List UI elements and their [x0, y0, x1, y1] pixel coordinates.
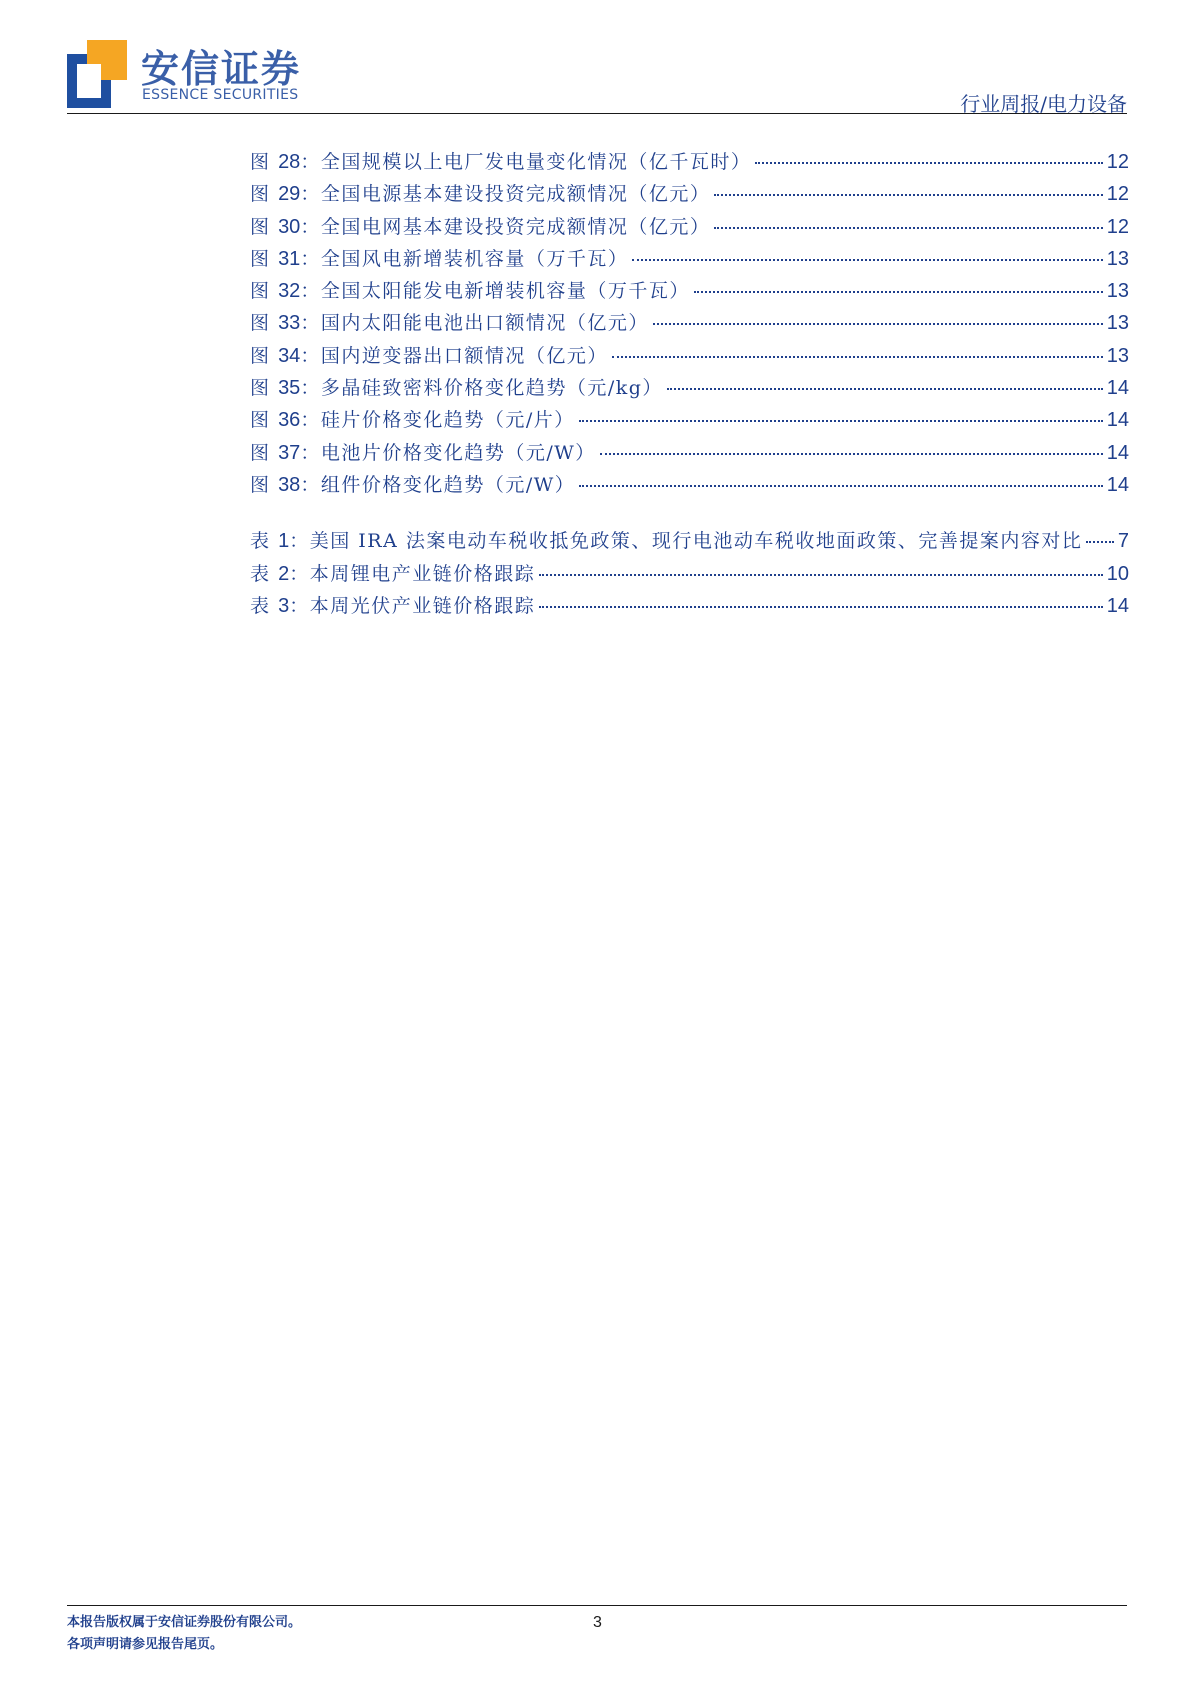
toc-entry-number: 36 [278, 409, 301, 432]
toc-entry-colon: ： [300, 280, 321, 303]
toc-entry-title: 国内逆变器出口额情况（亿元） [320, 344, 608, 367]
toc-dot-leader [632, 259, 1102, 261]
toc-entry-page: 13 [1106, 312, 1129, 335]
toc-entry[interactable] [250, 179, 1129, 211]
toc-entry-colon: ： [300, 183, 321, 206]
toc-entry-number: 38 [278, 473, 301, 496]
toc-dot-leader [755, 162, 1102, 164]
toc-entry-number: 1 [278, 530, 290, 553]
copyright-text: 本报告版权属于安信证券股份有限公司。 [67, 1615, 302, 1630]
toc-dot-leader [694, 291, 1103, 293]
toc-entry-prefix: 图 [250, 409, 271, 432]
table-of-contents [250, 147, 1129, 623]
toc-entry-page: 13 [1106, 247, 1129, 270]
toc-entry-number: 29 [278, 183, 301, 206]
toc-entry-prefix: 表 [250, 530, 271, 553]
toc-entry-label [250, 373, 663, 400]
toc-entry-prefix: 图 [250, 247, 271, 270]
toc-entry-prefix: 图 [250, 215, 271, 238]
toc-entry-page: 14 [1106, 377, 1129, 400]
toc-entry-page: 14 [1106, 441, 1129, 464]
toc-entry-prefix: 图 [250, 344, 271, 367]
toc-entry-number: 3 [278, 594, 290, 617]
toc-entry[interactable] [250, 559, 1129, 591]
toc-entry-title: 全国电网基本建设投资完成额情况（亿元） [320, 215, 711, 238]
toc-entry-colon: ： [289, 562, 310, 585]
toc-dot-leader [539, 606, 1103, 608]
toc-entry-label [250, 470, 575, 497]
toc-entry-page: 12 [1106, 183, 1129, 206]
table-list [250, 526, 1129, 623]
toc-entry-colon: ： [300, 473, 321, 496]
toc-entry-title: 全国风电新增装机容量（万千瓦） [320, 247, 629, 270]
toc-entry-colon: ： [300, 215, 321, 238]
toc-entry[interactable] [250, 308, 1129, 340]
toc-entry-number: 33 [278, 312, 301, 335]
toc-dot-leader [1086, 541, 1114, 543]
toc-entry-page: 13 [1106, 344, 1129, 367]
toc-entry-prefix: 表 [250, 594, 271, 617]
toc-entry-page: 14 [1106, 594, 1129, 617]
toc-entry-prefix: 图 [250, 280, 271, 303]
toc-entry[interactable] [250, 526, 1129, 558]
toc-entry-label [250, 276, 690, 303]
disclaimer-text: 各项声明请参见报告尾页。 [67, 1637, 224, 1652]
toc-entry-label [250, 308, 649, 335]
toc-dot-leader [579, 420, 1103, 422]
essence-logo-icon [67, 40, 127, 108]
toc-entry-colon: ： [300, 247, 321, 270]
toc-entry-label [250, 438, 596, 465]
toc-entry-page: 13 [1106, 280, 1129, 303]
toc-entry-number: 28 [278, 151, 301, 173]
toc-entry[interactable] [250, 147, 1129, 179]
toc-dot-leader [714, 194, 1102, 196]
toc-entry-number: 32 [278, 280, 301, 303]
toc-entry-label [250, 591, 535, 618]
toc-dot-leader [600, 453, 1103, 455]
toc-entry-title: 全国规模以上电厂发电量变化情况（亿千瓦时） [320, 151, 752, 173]
toc-dot-leader [667, 388, 1103, 390]
toc-entry-title: 本周光伏产业链价格跟踪 [309, 594, 536, 617]
page-header [0, 0, 1189, 115]
toc-entry-label [250, 147, 751, 174]
toc-entry-page: 14 [1106, 409, 1129, 432]
toc-dot-leader [579, 485, 1102, 487]
page-number: 3 [593, 1614, 602, 1631]
logo-english-name: ESSENCE SECURITIES [142, 87, 299, 103]
toc-dot-leader [714, 227, 1102, 229]
logo-chinese-name: 安信证券 [141, 47, 302, 91]
toc-entry-label [250, 179, 710, 206]
toc-entry-label [250, 559, 535, 586]
toc-entry-colon: ： [300, 151, 321, 173]
toc-entry-prefix: 图 [250, 151, 271, 173]
footer-divider [67, 1605, 1127, 1606]
toc-entry-number: 30 [278, 215, 301, 238]
toc-entry[interactable] [250, 591, 1129, 623]
toc-entry-colon: ： [300, 344, 321, 367]
toc-entry[interactable] [250, 276, 1129, 308]
toc-entry-title: 硅片价格变化趋势（元/片） [320, 409, 575, 432]
toc-entry[interactable] [250, 341, 1129, 373]
toc-entry-page: 12 [1106, 151, 1129, 173]
toc-entry-prefix: 图 [250, 473, 271, 496]
toc-entry-title: 全国太阳能发电新增装机容量（万千瓦） [320, 280, 690, 303]
toc-entry-number: 35 [278, 377, 301, 400]
section-gap [250, 502, 1129, 526]
toc-entry[interactable] [250, 470, 1129, 502]
toc-entry-title: 国内太阳能电池出口额情况（亿元） [320, 312, 649, 335]
toc-entry-label [250, 526, 1082, 553]
toc-entry-colon: ： [300, 409, 321, 432]
toc-entry-title: 全国电源基本建设投资完成额情况（亿元） [320, 183, 711, 206]
figure-list [250, 147, 1129, 502]
toc-entry-title: 组件价格变化趋势（元/W） [320, 473, 576, 496]
toc-entry-title: 多晶硅致密料价格变化趋势（元/kg） [320, 377, 663, 400]
toc-entry-page: 7 [1117, 530, 1129, 553]
toc-entry-colon: ： [289, 594, 310, 617]
toc-entry-page: 14 [1106, 473, 1129, 496]
toc-entry-label [250, 212, 710, 239]
toc-entry-prefix: 图 [250, 377, 271, 400]
toc-entry-prefix: 图 [250, 312, 271, 335]
toc-entry-colon: ： [300, 377, 321, 400]
toc-entry-label [250, 405, 575, 432]
toc-entry[interactable] [250, 438, 1129, 470]
toc-entry[interactable] [250, 405, 1129, 437]
footer-notice [67, 1612, 301, 1656]
toc-entry[interactable] [250, 212, 1129, 244]
toc-entry[interactable] [250, 244, 1129, 276]
toc-entry-prefix: 图 [250, 183, 271, 206]
toc-entry-page: 12 [1106, 215, 1129, 238]
toc-dot-leader [612, 356, 1103, 358]
toc-dot-leader [539, 574, 1103, 576]
toc-entry-label [250, 244, 628, 271]
toc-entry-number: 37 [278, 441, 301, 464]
toc-entry-number: 2 [278, 562, 290, 585]
toc-entry-prefix: 图 [250, 441, 271, 464]
toc-entry-colon: ： [300, 312, 321, 335]
toc-entry-title: 电池片价格变化趋势（元/W） [320, 441, 596, 464]
toc-entry-colon: ： [289, 530, 310, 553]
toc-entry-number: 31 [278, 247, 301, 270]
toc-entry-prefix: 表 [250, 562, 271, 585]
toc-entry-page: 10 [1106, 562, 1129, 585]
toc-entry[interactable] [250, 373, 1129, 405]
toc-entry-number: 34 [278, 344, 301, 367]
toc-entry-label [250, 341, 608, 368]
report-type-label: 行业周报/电力设备 [960, 92, 1127, 116]
toc-dot-leader [653, 323, 1103, 325]
toc-entry-colon: ： [300, 441, 321, 464]
toc-entry-title: 美国 IRA 法案电动车税收抵免政策、现行电池动车税收地面政策、完善提案内容对比 [309, 530, 1083, 553]
header-divider [67, 113, 1127, 114]
toc-entry-title: 本周锂电产业链价格跟踪 [309, 562, 536, 585]
